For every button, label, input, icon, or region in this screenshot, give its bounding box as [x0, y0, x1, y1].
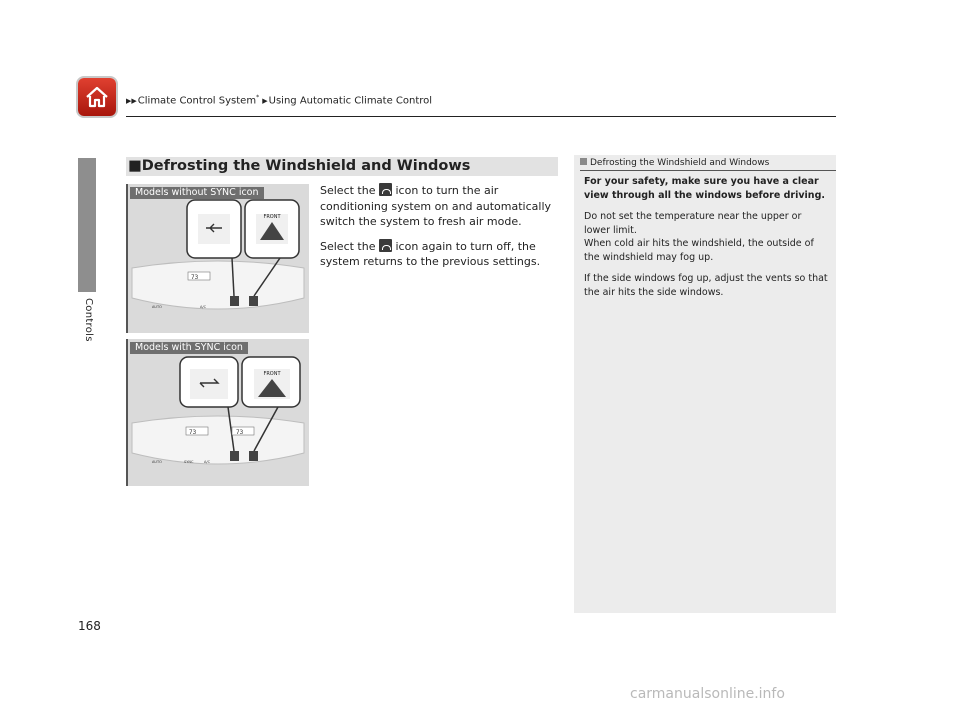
- climate-panel-sync-illustration: [128, 339, 309, 486]
- home-icon: [83, 83, 111, 111]
- display-temperature-left: 73: [189, 429, 197, 436]
- breadcrumb-link-climate[interactable]: Climate Control System: [137, 95, 257, 107]
- ac-text: A/C: [204, 460, 211, 464]
- instruction-2: [320, 239, 560, 270]
- note-heading: [580, 158, 769, 168]
- climate-panel-illustration: [128, 184, 309, 333]
- breadcrumb-arrow-icon: ▶▶: [126, 97, 137, 106]
- instruction-2-start: Select the: [320, 239, 379, 253]
- instruction-1: [320, 183, 560, 230]
- instruction-1-start: Select the: [320, 184, 379, 197]
- figure-without-sync: [126, 184, 309, 333]
- figure-label-with-sync: Models with SYNC icon: [130, 342, 248, 354]
- figure-with-sync: [126, 339, 309, 486]
- front-defrost-button[interactable]: [249, 451, 258, 461]
- section-title: ■Defrosting the Windshield and Windows: [128, 158, 471, 174]
- front-defrost-button[interactable]: [249, 296, 258, 306]
- auto-text: AUTO: [152, 460, 162, 464]
- note-p1: Do not set the temperature near the upper or lower limit.: [584, 211, 802, 236]
- instruction-2-end: icon again to turn off, the system returns to the previous settings.: [320, 239, 541, 268]
- front-text: FRONT: [263, 371, 281, 377]
- breadcrumb-arrow-icon: ▶: [262, 97, 268, 106]
- chapter-tab[interactable]: [78, 158, 96, 292]
- instructions: [320, 183, 560, 279]
- breadcrumb: [126, 94, 432, 106]
- display-temperature-right: 73: [236, 429, 244, 436]
- recirc-button[interactable]: [230, 451, 239, 461]
- ac-text: A/C: [200, 305, 207, 309]
- note-body: [584, 175, 830, 307]
- front-text: FRONT: [263, 214, 281, 220]
- display-temperature: 73: [191, 274, 199, 281]
- info-square-icon: [580, 158, 587, 165]
- sync-text: SYNC: [184, 460, 194, 464]
- header-rule: [126, 116, 836, 117]
- note-heading-text: Defrosting the Windshield and Windows: [590, 158, 770, 168]
- note-warning: For your safety, make sure you have a clear view through all the windows before driving.: [584, 176, 825, 201]
- chapter-label: Controls: [83, 298, 94, 342]
- front-defrost-icon: [379, 239, 392, 252]
- home-button[interactable]: [78, 78, 116, 116]
- breadcrumb-current: Using Automatic Climate Control: [268, 95, 433, 107]
- front-defrost-icon: [379, 183, 392, 196]
- recirc-button[interactable]: [230, 296, 239, 306]
- figure-label-without-sync: Models without SYNC icon: [130, 187, 264, 199]
- note-paragraph-3: If the side windows fog up, adjust the vents so that the air hits the side windows.: [584, 273, 828, 298]
- breadcrumb-asterisk: *: [256, 94, 260, 101]
- instruction-1-end: icon to turn the air conditioning system on and automatically switch the system to fresh air mode.: [320, 184, 552, 228]
- auto-text: AUTO: [152, 305, 162, 309]
- note-paragraph-1: [584, 210, 830, 264]
- watermark: carmanualsonline.info: [630, 686, 785, 702]
- note-p2: When cold air hits the windshield, the outside of the windshield may fog up.: [584, 238, 814, 263]
- page-number: 168: [78, 619, 101, 633]
- note-rule: [580, 170, 836, 171]
